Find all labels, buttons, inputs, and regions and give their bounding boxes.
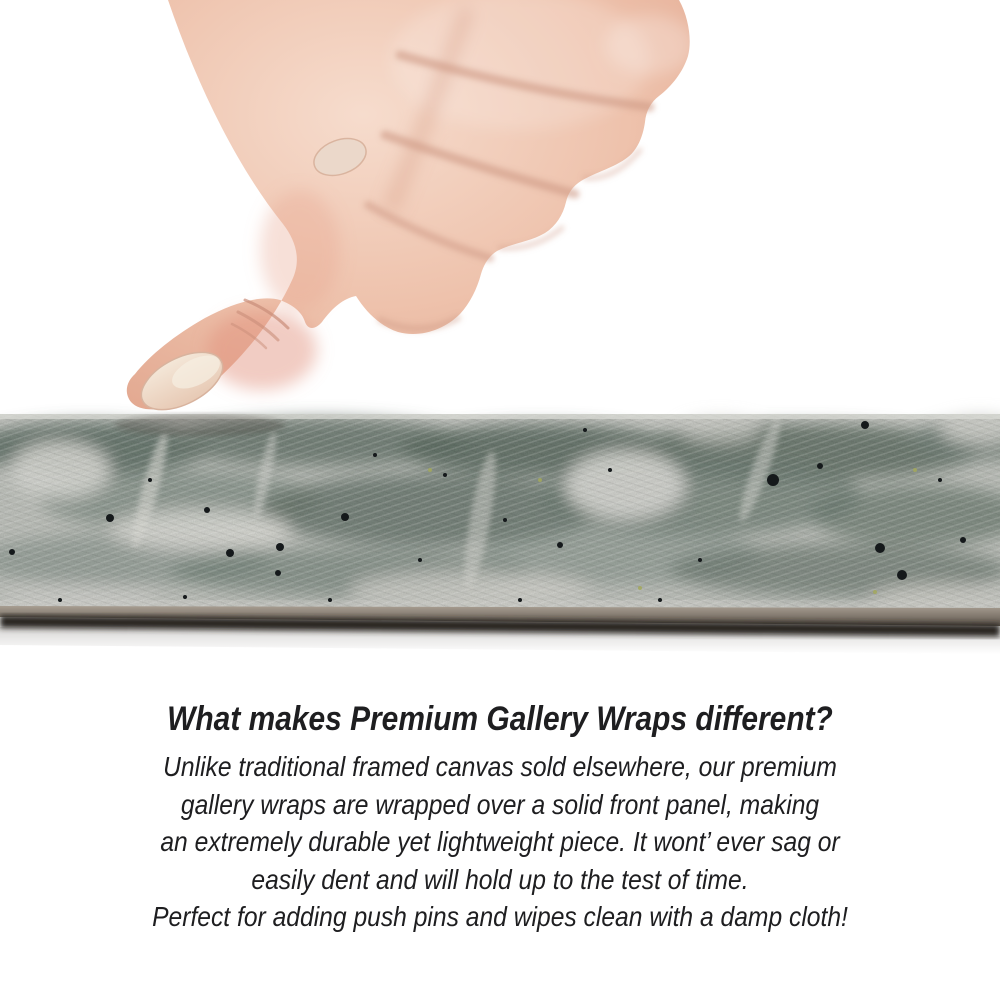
body-line-2: gallery wraps are wrapped over a solid front panel, making [180,788,820,820]
body-line-4: easily dent and will hold up to the test of time. [251,863,749,895]
body-line-3: an extremely durable yet lightweight piece. It wont’ ever sag or [160,826,840,857]
headline: What makes Premium Gallery Wraps different? [167,700,833,738]
canvas-strip [0,414,1000,654]
hand-pressing-thumb [127,0,695,421]
body-line-1: Unlike traditional framed canvas sold elsewhere, our premium [163,751,837,782]
thumb-contact-shadow [115,414,285,436]
body-line-5: Perfect for adding push pins and wipes clean with a damp cloth! [152,901,848,932]
marketing-copy [0,697,1000,936]
